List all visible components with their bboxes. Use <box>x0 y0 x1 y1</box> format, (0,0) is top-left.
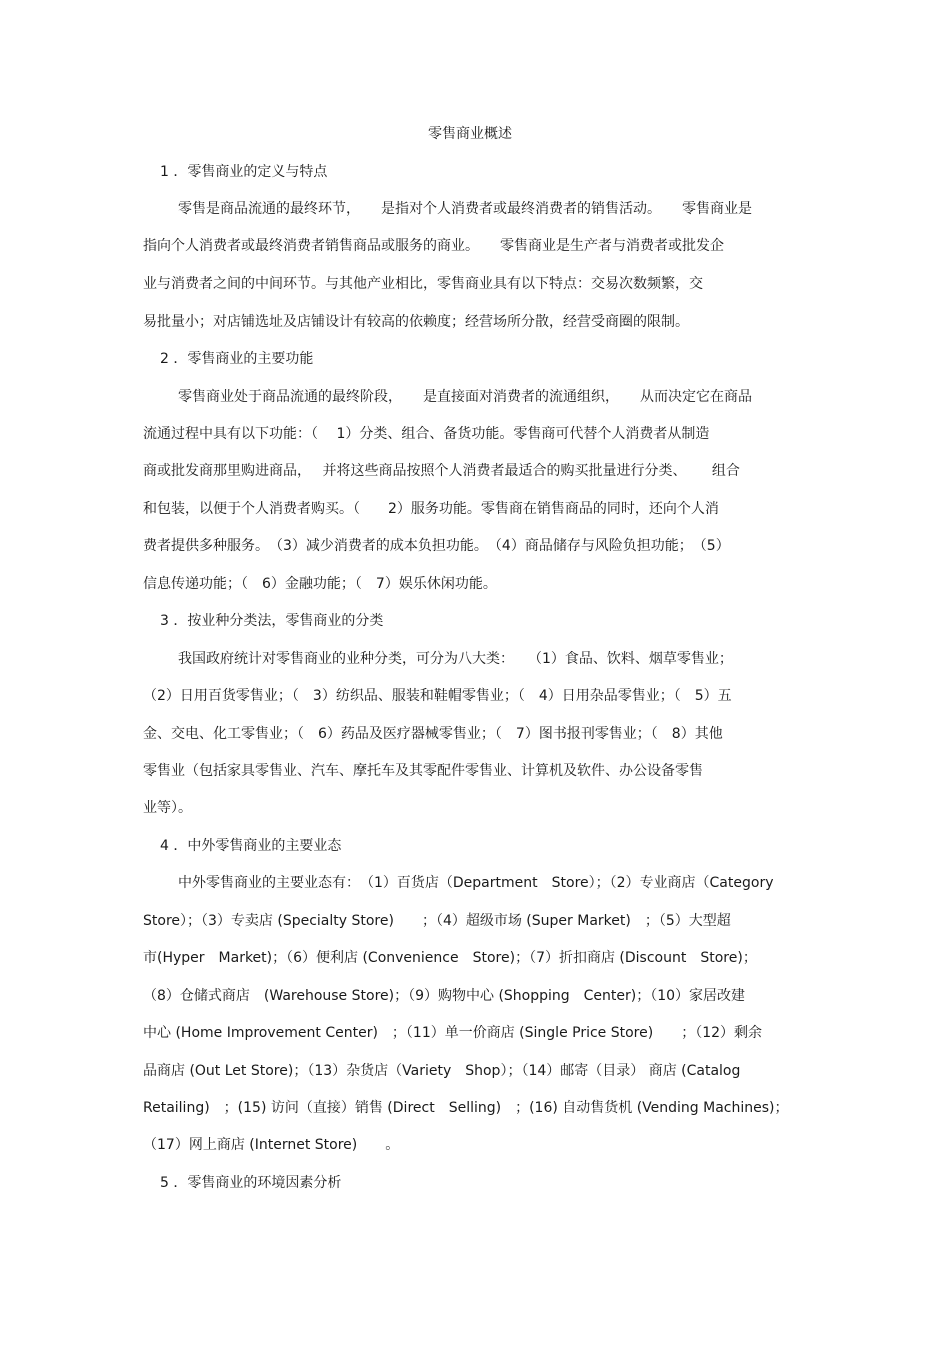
section-heading-2: 2 ．零售商业的主要功能 <box>160 351 314 367</box>
paragraph-line: 我国政府统计对零售商业的业种分类，可分为八大类： （1）食品、饮料、烟草零售业； <box>178 651 733 667</box>
paragraph-line: Retailing) ；(15) 访问（直接）销售 (Direct Selling) ；(16) 自动售货机 (Vending Machines)； <box>143 1100 789 1116</box>
paragraph-line: 业等）。 <box>143 800 192 816</box>
paragraph-line: 中心 (Home Improvement Center) ；（11）单一价商店 (Single Price Store) ；（12）剩余 <box>143 1025 763 1041</box>
section-heading-3: 3 ．按业种分类法，零售商业的分类 <box>160 613 384 629</box>
paragraph-line: 和包装，以便于个人消费者购买。（ 2）服务功能。零售商在销售商品的同时，还向个人消 <box>143 501 719 517</box>
section-heading-5: 5 ．零售商业的环境因素分析 <box>160 1175 342 1191</box>
paragraph-line: （17）网上商店 (Internet Store) 。 <box>143 1137 400 1153</box>
paragraph-line: 业与消费者之间的中间环节。与其他产业相比，零售商业具有以下特点：交易次数频繁，交 <box>143 276 703 292</box>
paragraph-line: 零售业（包括家具零售业、汽车、摩托车及其零配件零售业、计算机及软件、办公设备零售 <box>143 763 703 779</box>
section-heading-4: 4 ．中外零售商业的主要业态 <box>160 838 342 854</box>
paragraph-line: 零售商业处于商品流通的最终阶段， 是直接面对消费者的流通组织， 从而决定它在商品 <box>178 389 752 405</box>
paragraph-line: 信息传递功能；（ 6）金融功能；（ 7）娱乐休闲功能。 <box>143 576 497 592</box>
paragraph-line: 品商店 (Out Let Store)；（13）杂货店（Variety Shop）；（14）邮寄（目录） 商店 (Catalog <box>143 1063 741 1079</box>
paragraph-line: 流通过程中具有以下功能：（ 1）分类、组合、备货功能。零售商可代替个人消费者从制造 <box>143 426 710 442</box>
paragraph-line: （2）日用百货零售业；（ 3）纺织品、服装和鞋帽零售业；（ 4）日用杂品零售业；（ 5）五 <box>143 688 732 704</box>
section-heading-1: 1 ．零售商业的定义与特点 <box>160 164 328 180</box>
paragraph-line: 费者提供多种服务。 （3）减少消费者的成本负担功能。 （4）商品储存与风险负担功能； （5） <box>143 538 730 554</box>
paragraph-line: 零售是商品流通的最终环节， 是指对个人消费者或最终消费者的销售活动。 零售商业是 <box>178 201 752 217</box>
paragraph-line: 易批量小；对店铺选址及店铺设计有较高的依赖度；经营场所分散，经营受商圈的限制。 <box>143 314 689 330</box>
paragraph-line: （8）仓储式商店 (Warehouse Store)；（9）购物中心 (Shopping Center)；（10）家居改建 <box>143 988 746 1004</box>
paragraph-line: 金、交电、化工零售业；（ 6）药品及医疗器械零售业；（ 7）图书报刊零售业；（ 8）其他 <box>143 726 723 742</box>
paragraph-line: 商或批发商那里购进商品， 并将这些商品按照个人消费者最适合的购买批量进行分类、 组合 <box>143 463 740 479</box>
paragraph-line: 市(Hyper Market)；（6）便利店 (Convenience Store)；（7）折扣商店 (Discount Store)； <box>143 950 757 966</box>
paragraph-line: 指向个人消费者或最终消费者销售商品或服务的商业。 零售商业是生产者与消费者或批发企 <box>143 238 724 254</box>
paragraph-line: 中外零售商业的主要业态有： （1）百货店（Department Store）；（2）专业商店（Category <box>178 875 774 891</box>
document-title: 零售商业概述 <box>428 126 512 142</box>
paragraph-line: Store）；（3）专卖店 (Specialty Store) ；（4）超级市场 (Super Market) ；（5）大型超 <box>143 913 731 929</box>
